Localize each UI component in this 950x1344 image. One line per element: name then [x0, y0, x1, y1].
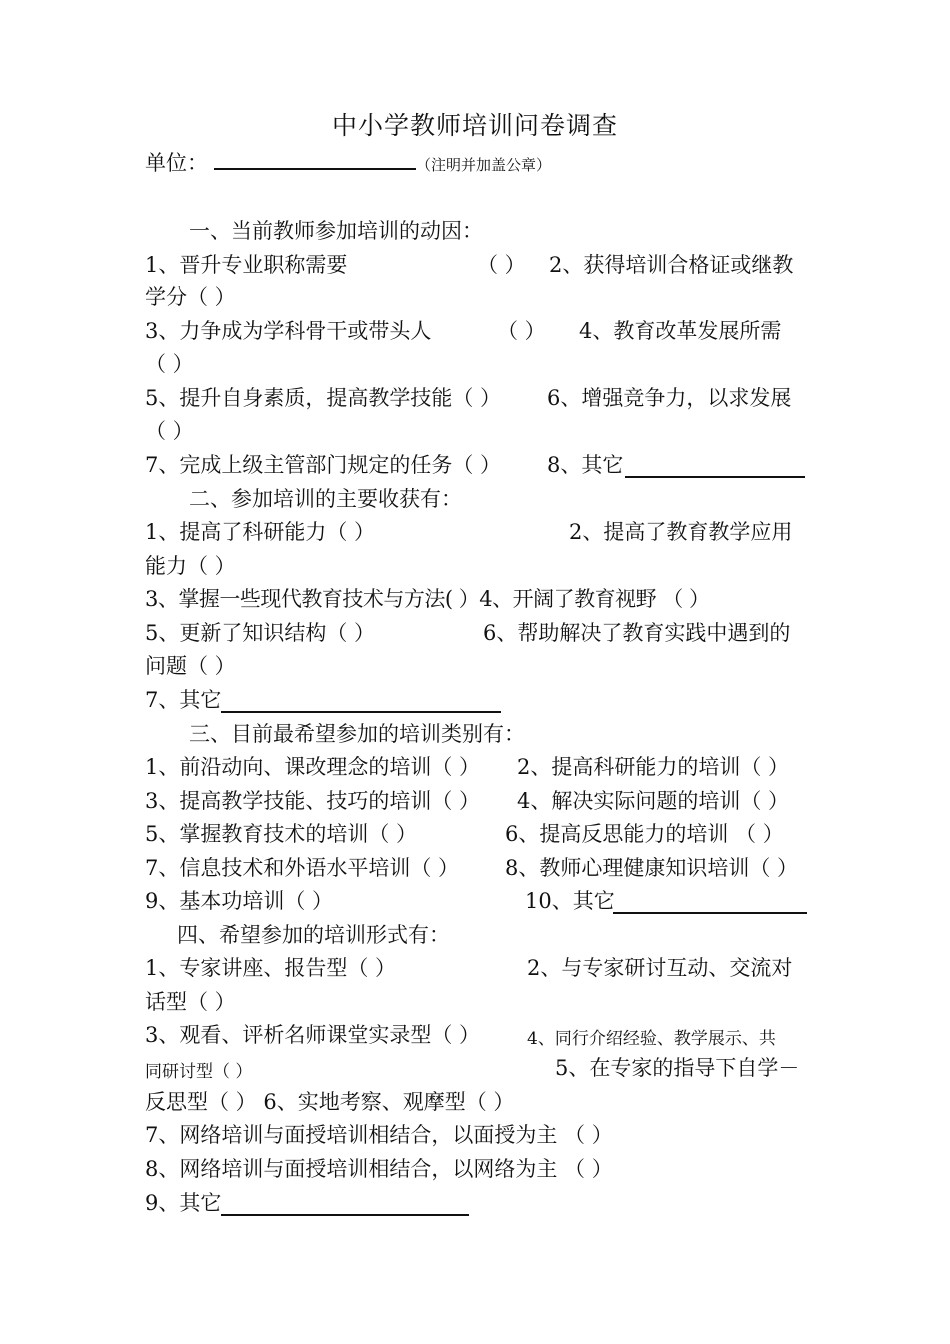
option-text: 反思型（ ） 6、实地考察、观摩型（ ）	[145, 1090, 515, 1114]
option-checkbox[interactable]: （ ）	[477, 253, 526, 277]
question-line	[145, 416, 807, 446]
question-line	[145, 853, 807, 883]
option-text: 4、解决实际问题的培训（ ）	[517, 789, 790, 813]
option-text: 1、提高了科研能力（ ）	[145, 520, 376, 544]
option-text: 3、提高教学技能、技巧的培训（ ）	[145, 789, 481, 813]
question-line	[145, 1087, 807, 1117]
option-text: 话型（ ）	[145, 990, 236, 1014]
question-line	[145, 886, 807, 916]
question-line	[145, 1188, 807, 1218]
question-line	[145, 1120, 807, 1150]
option-text: 5、更新了知识结构（ ）	[145, 621, 376, 645]
option-text: 5、在专家的指导下自学－	[555, 1056, 800, 1080]
unit-note: （注明并加盖公章）	[416, 156, 552, 174]
option-text: 1、晋升专业职称需要	[145, 253, 348, 277]
question-line	[145, 517, 807, 547]
option-text: 2、提高科研能力的培训（ ）	[517, 755, 790, 779]
question-line	[145, 450, 807, 480]
option-text: 2、提高了教育教学应用	[569, 520, 793, 544]
question-line	[145, 349, 807, 379]
option-text: 6、帮助解决了教育实践中遇到的	[483, 621, 791, 645]
question-line	[145, 1053, 807, 1083]
other-blank[interactable]	[625, 456, 805, 478]
option-text: 4、教育改革发展所需	[579, 319, 782, 343]
option-text: 能力（ ）	[145, 554, 236, 578]
question-line	[145, 685, 807, 715]
option-text: 同研讨型（ ）	[145, 1062, 253, 1082]
option-text: 7、网络培训与面授培训相结合，以面授为主 （ ）	[145, 1123, 613, 1147]
question-line	[145, 819, 807, 849]
option-text: 8、其它	[547, 453, 624, 477]
question-line	[145, 1154, 807, 1184]
question-line	[145, 786, 807, 816]
option-text: 6、提高反思能力的培训 （ ）	[505, 822, 784, 846]
unit-blank[interactable]	[214, 148, 416, 170]
option-text: 学分（ ）	[145, 285, 236, 309]
section-heading: 四、希望参加的培训形式有：	[177, 923, 450, 947]
option-text: 3、掌握一些现代教育技术与方法( ）4、开阔了教育视野 （ ）	[145, 587, 710, 611]
option-text: （ ）	[145, 352, 194, 376]
question-line	[145, 250, 807, 280]
question-line	[145, 551, 807, 581]
option-text: 10、其它	[525, 889, 615, 913]
option-text: 3、力争成为学科骨干或带头人	[145, 319, 432, 343]
option-text: 9、其它	[145, 1191, 222, 1215]
option-text: 2、获得培训合格证或继教	[549, 253, 794, 277]
question-line	[145, 953, 807, 983]
option-text: 1、专家讲座、报告型（ ）	[145, 956, 397, 980]
option-text: 5、掌握教育技术的培训（ ）	[145, 822, 418, 846]
option-text: 6、增强竞争力，以求发展	[547, 386, 792, 410]
option-text: 4、同行介绍经验、教学展示、共	[527, 1029, 776, 1049]
option-checkbox[interactable]: （ ）	[497, 319, 546, 343]
option-text: 9、基本功培训（ ）	[145, 889, 334, 913]
option-text: 1、前沿动向、课改理念的培训（ ）	[145, 755, 481, 779]
question-line	[145, 618, 807, 648]
option-text: 问题（ ）	[145, 654, 236, 678]
option-text: （ ）	[145, 419, 194, 443]
option-text: 7、信息技术和外语水平培训（ ）	[145, 856, 460, 880]
other-blank[interactable]	[221, 691, 501, 713]
option-text: 5、提升自身素质，提高教学技能（ ）	[145, 386, 502, 410]
question-line	[145, 383, 807, 413]
option-text: 2、与专家研讨互动、交流对	[527, 956, 793, 980]
question-line	[145, 752, 807, 782]
question-line	[145, 651, 807, 681]
option-text: 8、教师心理健康知识培训（ ）	[505, 856, 799, 880]
option-text: 7、其它	[145, 688, 222, 712]
question-line	[145, 584, 807, 614]
question-line	[145, 987, 807, 1017]
unit-label: 单位：	[145, 151, 208, 175]
section-heading: 一、当前教师参加培训的动因：	[189, 219, 483, 243]
page-title: 中小学教师培训问卷调查	[331, 111, 618, 140]
question-line	[145, 282, 807, 312]
section-heading: 三、目前最希望参加的培训类别有：	[189, 722, 525, 746]
option-text: 8、网络培训与面授培训相结合，以网络为主 （ ）	[145, 1157, 613, 1181]
question-line	[145, 1020, 807, 1050]
option-text: 3、观看、评析名师课堂实录型（ ）	[145, 1023, 481, 1047]
unit-line	[145, 148, 807, 178]
section-heading: 二、参加培训的主要收获有：	[189, 487, 462, 511]
other-blank[interactable]	[221, 1194, 469, 1216]
other-blank[interactable]	[613, 892, 807, 914]
option-text: 7、完成上级主管部门规定的任务（ ）	[145, 453, 502, 477]
question-line	[145, 316, 807, 346]
